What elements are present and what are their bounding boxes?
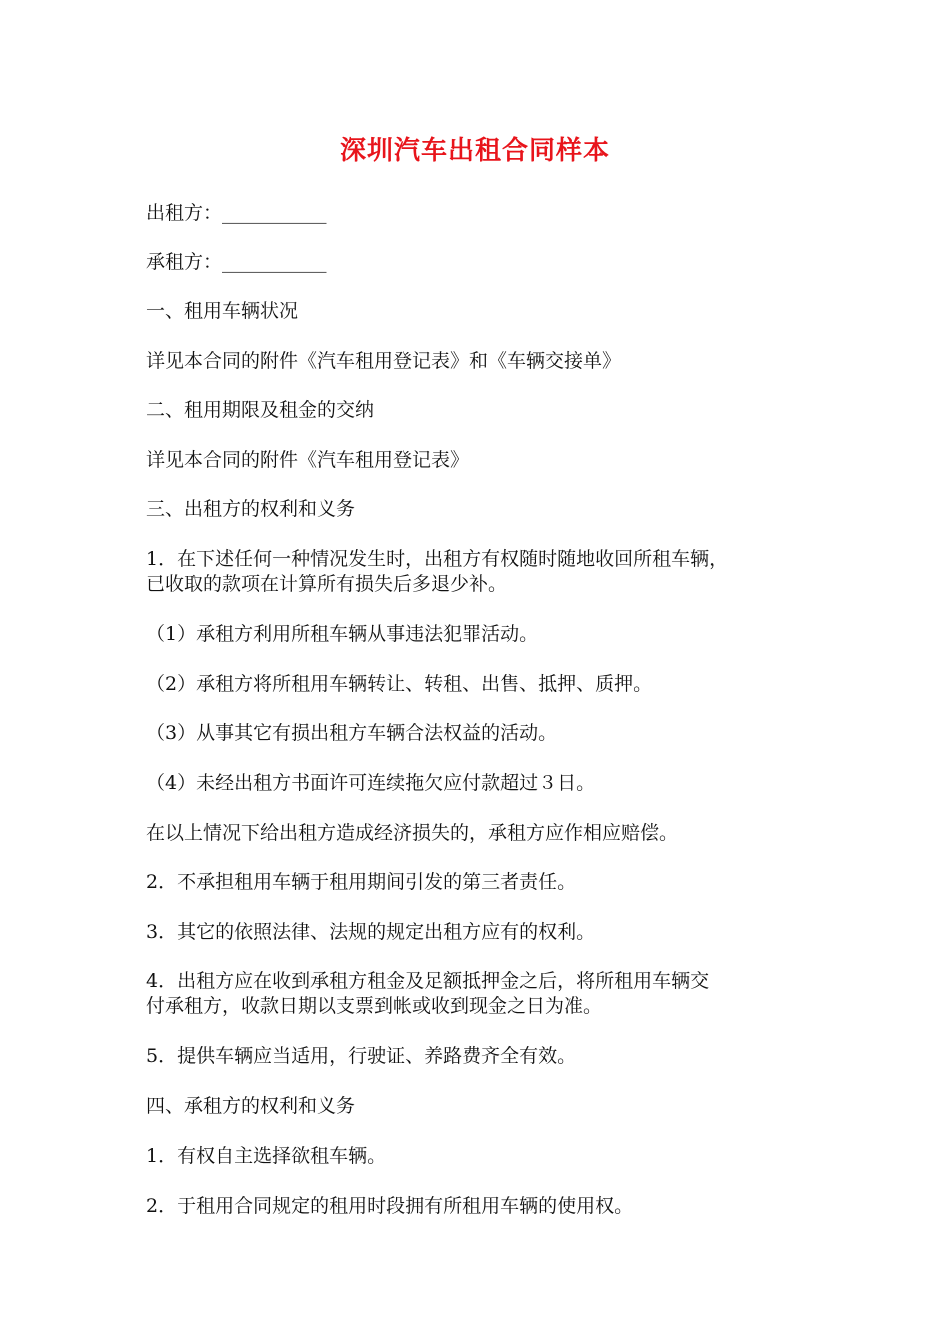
paragraph: 详见本合同的附件《汽车租用登记表》 <box>146 449 470 471</box>
document-title: 深圳汽车出租合同样本 <box>339 136 610 166</box>
paragraph: 2．不承担租用车辆于租用期间引发的第三者责任。 <box>146 871 577 893</box>
paragraph: 3．其它的依照法律、法规的规定出租方应有的权利。 <box>146 921 596 943</box>
section-heading-3: 三、出租方的权利和义务 <box>146 498 356 520</box>
paragraph: 4．出租方应在收到承租方租金及足额抵押金之后，将所租用车辆交 <box>146 970 710 992</box>
paragraph: 2．于租用合同规定的租用时段拥有所租用车辆的使用权。 <box>146 1195 634 1217</box>
paragraph-continuation: 已收取的款项在计算所有损失后多退少补。 <box>146 573 508 595</box>
section-heading-4: 四、承租方的权利和义务 <box>146 1095 356 1117</box>
paragraph: 1．在下述任何一种情况发生时，出租方有权随时随地收回所租车辆， <box>146 548 729 570</box>
lessor-line: 出租方：___________ <box>146 202 327 224</box>
section-heading-1: 一、租用车辆状况 <box>146 300 299 322</box>
paragraph: 详见本合同的附件《汽车租用登记表》和《车辆交接单》 <box>146 350 622 372</box>
list-item: （3）从事其它有损出租方车辆合法权益的活动。 <box>146 722 558 744</box>
list-item: （1）承租方利用所租车辆从事违法犯罪活动。 <box>146 623 539 645</box>
lessee-line: 承租方：___________ <box>146 251 327 273</box>
list-item: （4）未经出租方书面许可连续拖欠应付款超过３日。 <box>146 772 596 794</box>
paragraph-continuation: 付承租方，收款日期以支票到帐或收到现金之日为准。 <box>146 995 603 1017</box>
paragraph: 在以上情况下给出租方造成经济损失的，承租方应作相应赔偿。 <box>146 822 679 844</box>
paragraph: 1．有权自主选择欲租车辆。 <box>146 1145 387 1167</box>
section-heading-2: 二、租用期限及租金的交纳 <box>146 399 375 421</box>
list-item: （2）承租方将所租用车辆转让、转租、出售、抵押、质押。 <box>146 673 653 695</box>
paragraph: 5．提供车辆应当适用，行驶证、养路费齐全有效。 <box>146 1045 577 1067</box>
